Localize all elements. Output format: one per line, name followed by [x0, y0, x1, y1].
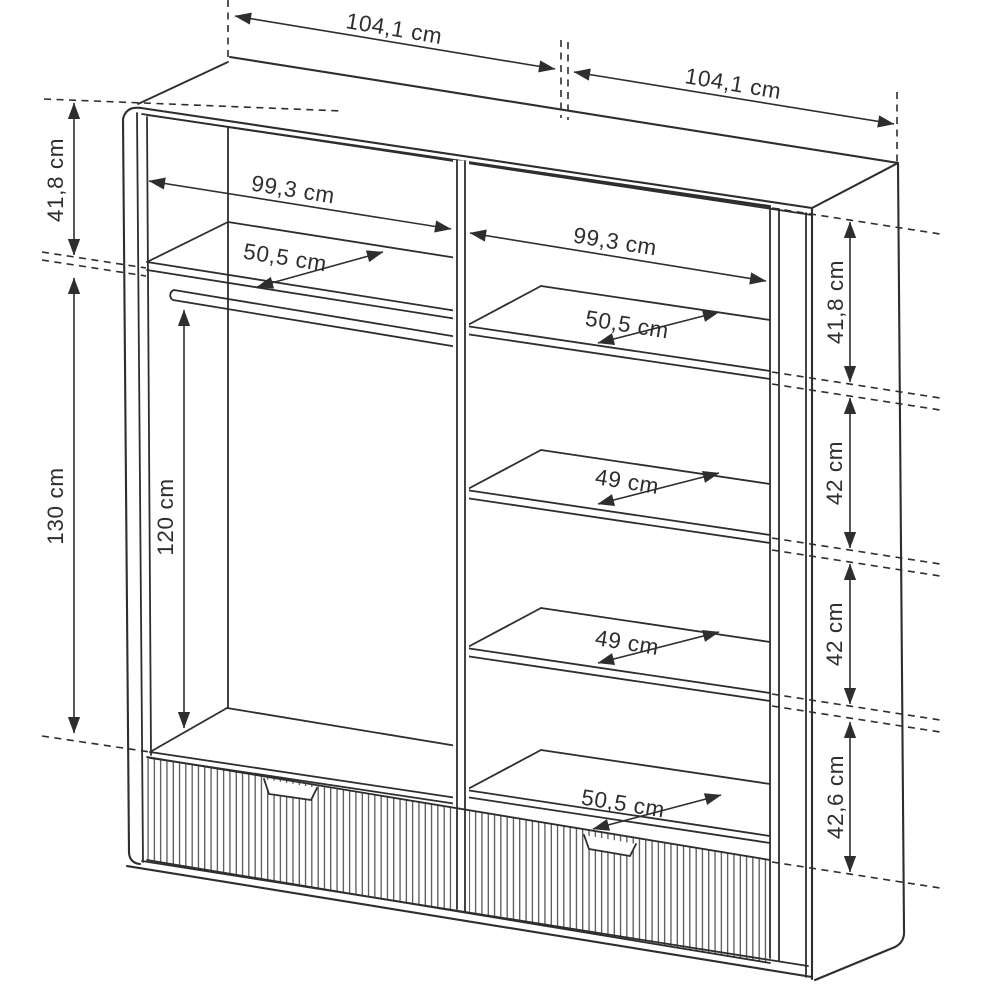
- hanging-rod: [170, 290, 458, 347]
- dim-label-rod-height: 120 cm: [153, 478, 178, 556]
- dim-label-left-hanging-height: 130 cm: [43, 467, 68, 545]
- dim-label-right-height-1: 41,8 cm: [823, 259, 848, 345]
- right-shelf-3: [466, 608, 770, 701]
- dim-label-left-shelf-depth: 50,5 cm: [241, 238, 329, 277]
- dim-label-left-upper-height: 41,8 cm: [43, 137, 68, 223]
- dimension-lines: [74, 16, 894, 872]
- dim-label-left-inner-width: 99,3 cm: [249, 170, 337, 209]
- dim-label-top-width-right: 104,1 cm: [683, 63, 784, 104]
- dim-label-right-shelf-depth-2: 49 cm: [593, 625, 661, 660]
- dim-label-right-top-shelf-depth: 50,5 cm: [583, 305, 671, 344]
- dim-label-right-height-4: 42,6 cm: [823, 754, 848, 840]
- dim-label-bottom-shelf-depth: 50,5 cm: [579, 784, 667, 823]
- dim-label-top-width-left: 104,1 cm: [344, 8, 445, 49]
- dim-label-right-height-2: 42 cm: [822, 440, 847, 506]
- dim-label-right-inner-width: 99,3 cm: [571, 222, 659, 261]
- right-shelf-2: [466, 450, 770, 543]
- dim-label-right-height-3: 42 cm: [822, 601, 847, 667]
- dimension-labels: [43, 8, 848, 839]
- dim-label-right-shelf-depth-1: 49 cm: [593, 464, 661, 499]
